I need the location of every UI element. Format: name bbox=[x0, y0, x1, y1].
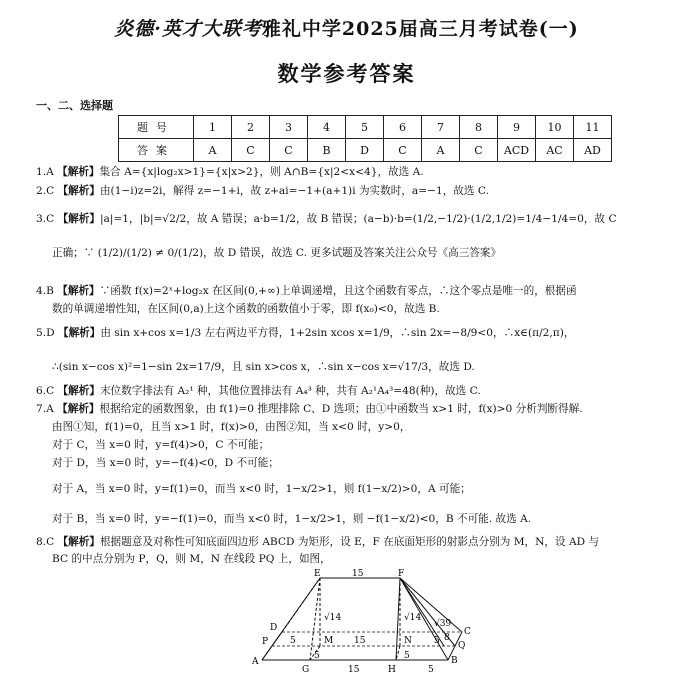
solution-text: 对于 B，当 x=0 时，y=−f(1)=0，而当 x<0 时，1−x/2>1，则 −f(1−x/2)<0，B 不可能. 故选 A. bbox=[52, 513, 532, 525]
fig-label: 5 bbox=[404, 651, 410, 661]
fig-label: 5 bbox=[314, 651, 320, 661]
q-answer: C bbox=[460, 139, 498, 162]
q-number: 8 bbox=[460, 116, 498, 139]
q-answer: C bbox=[384, 139, 422, 162]
exam-title bbox=[0, 14, 693, 41]
fig-label: 5 bbox=[290, 636, 296, 646]
q-answer: C bbox=[232, 139, 270, 162]
solution-number: 1.A bbox=[36, 166, 54, 178]
q-number: 9 bbox=[498, 116, 536, 139]
solution-text: BC 的中点分别为 P，Q，则 M，N 在线段 PQ 上，如图， bbox=[52, 553, 331, 565]
q-answer: D bbox=[346, 139, 384, 162]
fig-label: Q bbox=[458, 641, 466, 651]
solution-text: ∵函数 f(x)=2ˣ+log₂x 在区间(0,+∞)上单调递增，且这个函数有零点，∴这个零点是唯一的，根据函 bbox=[99, 285, 577, 297]
solution-line bbox=[52, 360, 475, 374]
q-number: 2 bbox=[232, 116, 270, 139]
solution-text: 根据给定的函数图象，由 f(1)=0 推理排除 C、D 选项；由①中函数当 x>1 时，f(x)>0 分析判断得解. bbox=[99, 403, 583, 415]
solution-line bbox=[36, 326, 574, 340]
fig-label: D bbox=[270, 623, 278, 633]
solution-number: 8.C bbox=[36, 536, 55, 548]
solution-tag: 【解析】 bbox=[57, 166, 100, 178]
fig-label: P bbox=[262, 637, 269, 647]
q-answer: A bbox=[422, 139, 460, 162]
solution-line bbox=[36, 284, 577, 298]
solution-number: 6.C bbox=[36, 385, 55, 397]
exam-name: 雅礼中学2025届高三月考试卷(一) bbox=[261, 18, 579, 40]
solution-line bbox=[36, 165, 424, 179]
solution-number: 2.C bbox=[36, 185, 55, 197]
solution-line bbox=[36, 535, 599, 549]
row-label-answer: 答案 bbox=[119, 139, 194, 162]
solution-line bbox=[52, 302, 440, 316]
solution-text: 由(1−i)z=2i，解得 z=−1+i，故 z+ai=−1+(a+1)i 为实数时，a=−1，故选 C. bbox=[99, 185, 489, 197]
q-number: 3 bbox=[270, 116, 308, 139]
fig-label: F bbox=[398, 569, 405, 579]
solution-line bbox=[36, 384, 481, 398]
fig-label: 5 bbox=[428, 665, 434, 673]
fig-label: A bbox=[252, 657, 259, 667]
solution-text: 数的单调递增性知，在区间(0,a)上这个函数的函数值小于零，即 f(x₀)<0，故选 B. bbox=[52, 303, 440, 315]
q-number: 1 bbox=[194, 116, 232, 139]
solution-line bbox=[52, 420, 410, 434]
fig-label: C bbox=[464, 627, 471, 637]
solution-tag: 【解析】 bbox=[57, 213, 100, 225]
solution-line bbox=[52, 552, 331, 566]
solution-line bbox=[52, 512, 531, 526]
solution-line bbox=[36, 402, 583, 416]
q-number: 6 bbox=[384, 116, 422, 139]
solution-tag: 【解析】 bbox=[57, 285, 100, 297]
fig-label: 8 bbox=[444, 633, 450, 643]
solution-text: 对于 A，当 x=0 时，y=f(1)=0，而当 x<0 时，1−x/2>1，则 f(1−x/2)>0，A 可能； bbox=[52, 483, 471, 495]
section-heading: 一、二、选择题 bbox=[36, 99, 113, 112]
solution-text: 由图①知，f(1)=0，且当 x>1 时，f(x)>0，由图②知，当 x<0 时，y>0， bbox=[52, 421, 411, 433]
solution-number: 7.A bbox=[36, 403, 54, 415]
solution-text: 末位数字排法有 A₂¹ 种，其他位置排法有 A₄³ 种，共有 A₂¹A₄³=48(种)，故选 C. bbox=[99, 385, 481, 397]
solution-number: 4.B bbox=[36, 285, 54, 297]
fig-label: M bbox=[324, 636, 334, 646]
answer-table-number-row bbox=[119, 116, 612, 139]
answer-table bbox=[118, 115, 612, 162]
solution-tag: 【解析】 bbox=[57, 385, 100, 397]
solution-text: |a|=1，|b|=√2/2，故 A 错误；a·b=1/2，故 B 错误；(a−b)·b=(1/2,−1/2)·(1/2,1/2)=1/4−1/4=0，故 C bbox=[99, 213, 617, 225]
solution-text: 集合 A={x|log₂x>1}={x|x>2}，则 A∩B={x|2<x<4}，故选 A. bbox=[99, 166, 424, 178]
fig-label: 15 bbox=[354, 636, 366, 646]
q-number: 7 bbox=[422, 116, 460, 139]
fig-label: 5 bbox=[434, 636, 440, 646]
fig-label: √14 bbox=[324, 613, 342, 623]
q-number: 11 bbox=[574, 116, 612, 139]
fig-label: H bbox=[388, 665, 396, 673]
solution-tag: 【解析】 bbox=[57, 327, 101, 339]
fig-label: N bbox=[404, 636, 412, 646]
page-subtitle: 数学参考答案 bbox=[277, 62, 416, 86]
q-answer: B bbox=[308, 139, 346, 162]
q-number: 4 bbox=[308, 116, 346, 139]
q-number: 10 bbox=[536, 116, 574, 139]
q-answer: AD bbox=[574, 139, 612, 162]
solution-tag: 【解析】 bbox=[57, 536, 100, 548]
solution-line bbox=[52, 246, 501, 260]
q-answer: AC bbox=[536, 139, 574, 162]
solution-text: 由 sin x+cos x=1/3 左右两边平方得，1+2sin xcos x=1/9，∴sin 2x=−8/9<0，∴x∈(π/2,π)， bbox=[100, 327, 575, 339]
fig-label: G bbox=[302, 665, 310, 673]
fig-label: 15 bbox=[348, 665, 360, 673]
q-number: 5 bbox=[346, 116, 384, 139]
answer-table-answer-row bbox=[119, 139, 612, 162]
solution-line bbox=[52, 438, 269, 452]
solution-line bbox=[52, 482, 471, 496]
solution-text: 对于 C，当 x=0 时，y=f(4)>0，C 不可能； bbox=[52, 439, 270, 451]
fig-label: E bbox=[314, 569, 321, 579]
fig-label: √14 bbox=[404, 613, 422, 623]
q-answer: ACD bbox=[498, 139, 536, 162]
solution-line bbox=[52, 456, 279, 470]
fig-label: 15 bbox=[352, 569, 364, 579]
brand-name: 炎德·英才大联考 bbox=[114, 18, 262, 40]
prism-figure bbox=[248, 568, 478, 673]
solution-tag: 【解析】 bbox=[57, 403, 100, 415]
solution-line bbox=[36, 212, 617, 226]
solution-number: 5.D bbox=[36, 327, 55, 339]
fig-label: B bbox=[451, 656, 458, 666]
solution-tag: 【解析】 bbox=[57, 185, 100, 197]
q-answer: C bbox=[270, 139, 308, 162]
solution-text: 正确；∵ (1/2)/(1/2) ≠ 0/(1/2)，故 D 错误，故选 C. 更多试题及答案关注公众号《高三答案》 bbox=[52, 247, 502, 259]
solution-text: 对于 D，当 x=0 时，y=−f(4)<0，D 不可能； bbox=[52, 457, 279, 469]
row-label-number: 题号 bbox=[119, 116, 194, 139]
q-answer: A bbox=[194, 139, 232, 162]
solution-text: 根据题意及对称性可知底面四边形 ABCD 为矩形，设 E，F 在底面矩形的射影点分别为 M，N，设 AD 与 bbox=[99, 536, 600, 548]
solution-text: ∴(sin x−cos x)²=1−sin 2x=17/9，且 sin x>cos x，∴sin x−cos x=√17/3，故选 D. bbox=[52, 361, 475, 373]
solution-number: 3.C bbox=[36, 213, 55, 225]
solution-line bbox=[36, 184, 489, 198]
fig-label: √39 bbox=[434, 619, 452, 629]
